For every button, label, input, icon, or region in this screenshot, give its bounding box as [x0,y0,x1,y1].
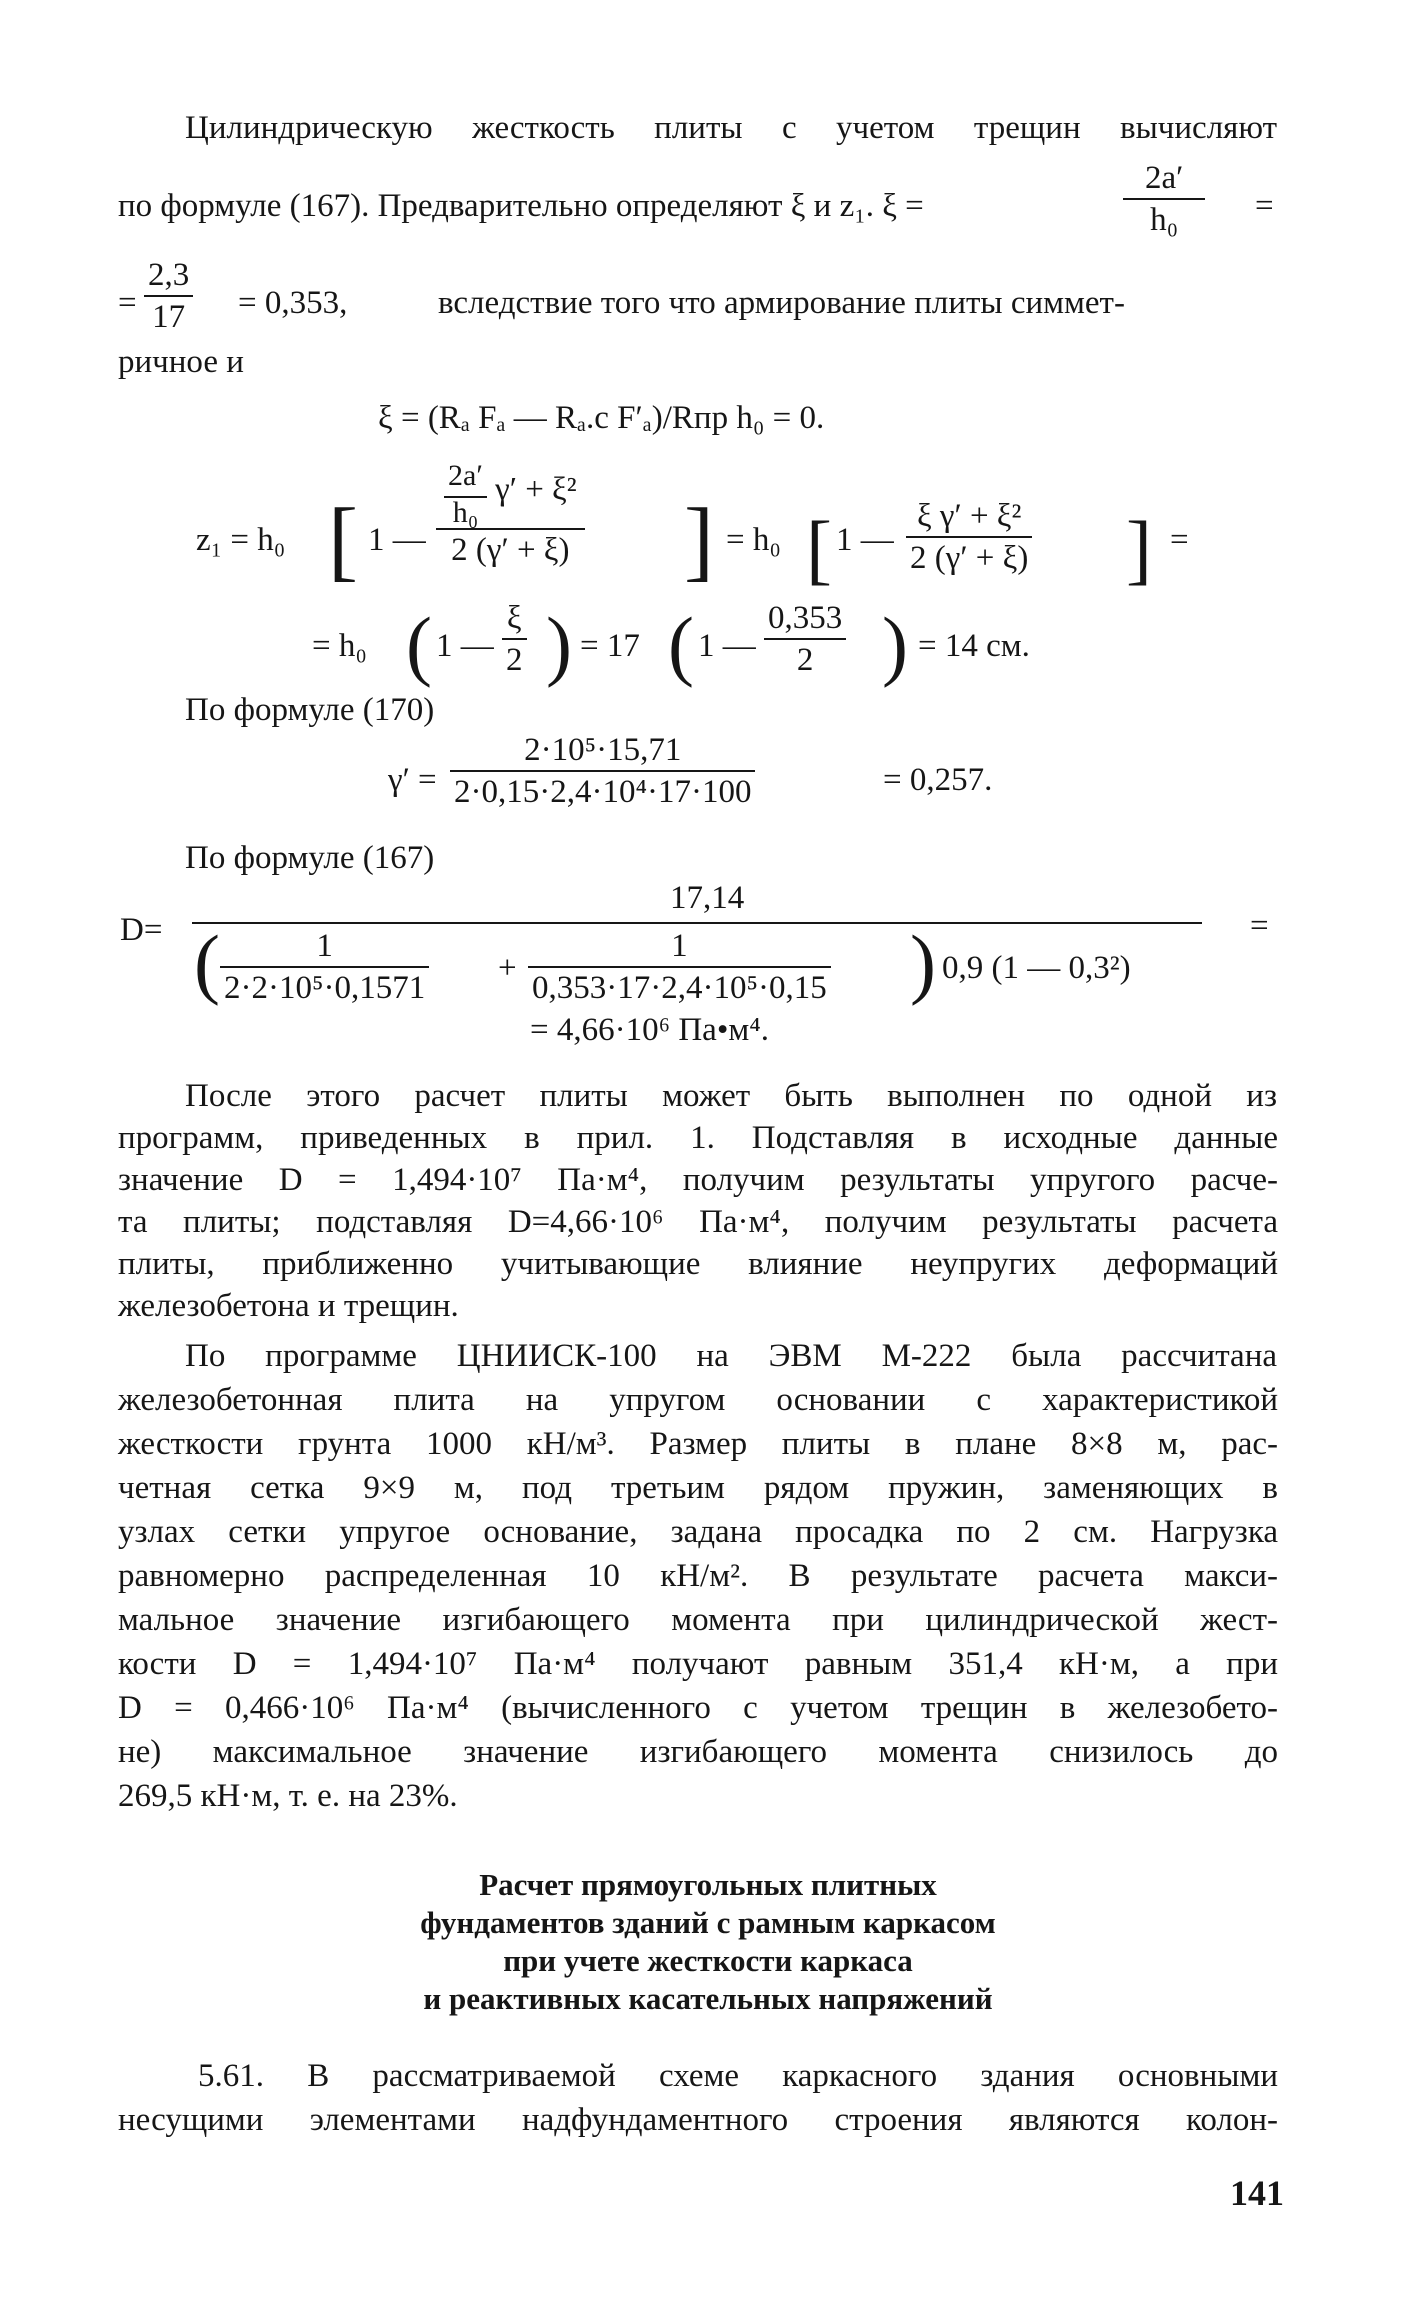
formula-D: D= 17,14 = ( 1 2·2·10⁵·0,1571 + 1 0,353·17·2,4·10⁵·0,15 ) 0,9 (1 — 0,3²) [120,880,1269,1006]
page-number: 141 [1230,2173,1284,2213]
section-heading-line: Расчет прямоугольных плитных [479,1867,937,1902]
text-line: кости D = 1,494·10⁷ Па·м⁴ получают равным 351,4 кН·м, а при [118,1646,1278,1682]
formula-D-result: = 4,66·10⁶ Па•м⁴. [530,1012,770,1048]
section-heading-line: фундаментов зданий с рамным каркасом [420,1905,996,1940]
fraction-2a-h0: 2a′ h₀ [1123,158,1205,240]
formula-xi: ξ = (Rₐ Fₐ — Rₐ.c F′ₐ)/Rпр h₀ = 0. [378,400,825,436]
fraction-xi-over-2: ξ 2 [502,598,527,680]
text-line: По формуле (167) [185,840,435,876]
text-line: D = 0,466·10⁶ Па·м⁴ (вычисленного с учетом трещин в железобето- [118,1690,1278,1726]
fraction-2-3-over-17: 2,3 17 [144,255,193,337]
fraction-0353-over-2: 0,353 2 [764,598,846,680]
text-line: значение D = 1,494·10⁷ Па·м⁴, получим результаты упругого расче- [118,1162,1278,1198]
text-line: По программе ЦНИИСК-100 на ЭВМ М-222 была рассчитана [185,1338,1277,1374]
text-line: несущими элементами надфундаментного строения являются колон- [118,2102,1278,2138]
formula-z1: z₁ = h₀ [ 1 — $\frac{2a'}{\text{h₀}}$ γ′ + ξ² 2 (γ′ + ξ) ] = h₀ [ 1 — ξ γ′ + ξ² 2 (γ′ + ξ) ] = [196,456,1296,596]
z1-simplified-fraction: ξ γ′ + ξ² 2 (γ′ + ξ) [906,496,1032,578]
text-line: равномерно распределенная 10 кН/м². В результате расчета макси- [118,1558,1278,1594]
text-line-with-fraction: = 2,3 17 = 0,353, вследствие того что армирование плиты симмет- [118,257,1125,335]
section-heading-line: и реактивных касательных напряжений [423,1981,993,2016]
text-line: Цилиндрическую жесткость плиты с учетом трещин вычисляют [185,110,1277,146]
fraction-term2: 1 0,353·17·2,4·10⁵·0,15 [528,926,831,1008]
text-line: не) максимальное значение изгибающего момента снизилось до [118,1734,1278,1770]
formula-gamma: γ′ = 2·10⁵·15,71 2·0,15·2,4·10⁴·17·100 = 0,257. [388,732,993,810]
text-line: железобетонная плита на упругом основании с характеристикой [118,1382,1278,1418]
text-line-with-fraction: по формуле (167). Предварительно определяют ξ и z₁. ξ = 2a′ h₀ = [118,160,1274,238]
text-line: узлах сетки упругое основание, задана просадка по 2 см. Нагрузка [118,1514,1278,1550]
section-heading-line: при учете жесткости каркаса [503,1943,913,1978]
text-line: железобетона и трещин. [118,1288,459,1324]
text-line: жесткости грунта 1000 кН/м³. Размер плиты в плане 8×8 м, рас- [118,1426,1278,1462]
text-line: четная сетка 9×9 м, под третьим рядом пружин, заменяющих в [118,1470,1278,1506]
text-line: программ, приведенных в прил. 1. Подставляя в исходные данные [118,1120,1278,1156]
text-line: По формуле (170) [185,692,435,728]
fraction-term1: 1 2·2·10⁵·0,1571 [220,926,429,1008]
text-line: мальное значение изгибающего момента при цилиндрической жест- [118,1602,1278,1638]
text-line: ричное и [118,344,244,380]
fraction-gamma: 2·10⁵·15,71 2·0,15·2,4·10⁴·17·100 [450,730,755,812]
text-line: плиты, приближенно учитывающие влияние неупругих деформаций [118,1246,1278,1282]
text-line: После этого расчет плиты может быть выполнен по одной из [185,1078,1277,1114]
text-line: 269,5 кН·м, т. е. на 23%. [118,1778,458,1814]
z1-big-fraction: $\frac{2a'}{\text{h₀}}$ γ′ + ξ² 2 (γ′ + ξ) [436,456,585,570]
formula-z1-result: = h₀ ( 1 — ξ 2 ) = 17 ( 1 — 0,353 2 ) = 14 см. [312,600,1030,688]
text-line: 5.61. В рассматриваемой схеме каркасного здания основными [198,2058,1278,2094]
text-line: та плиты; подставляя D=4,66·10⁶ Па·м⁴, получим результаты расчета [118,1204,1278,1240]
